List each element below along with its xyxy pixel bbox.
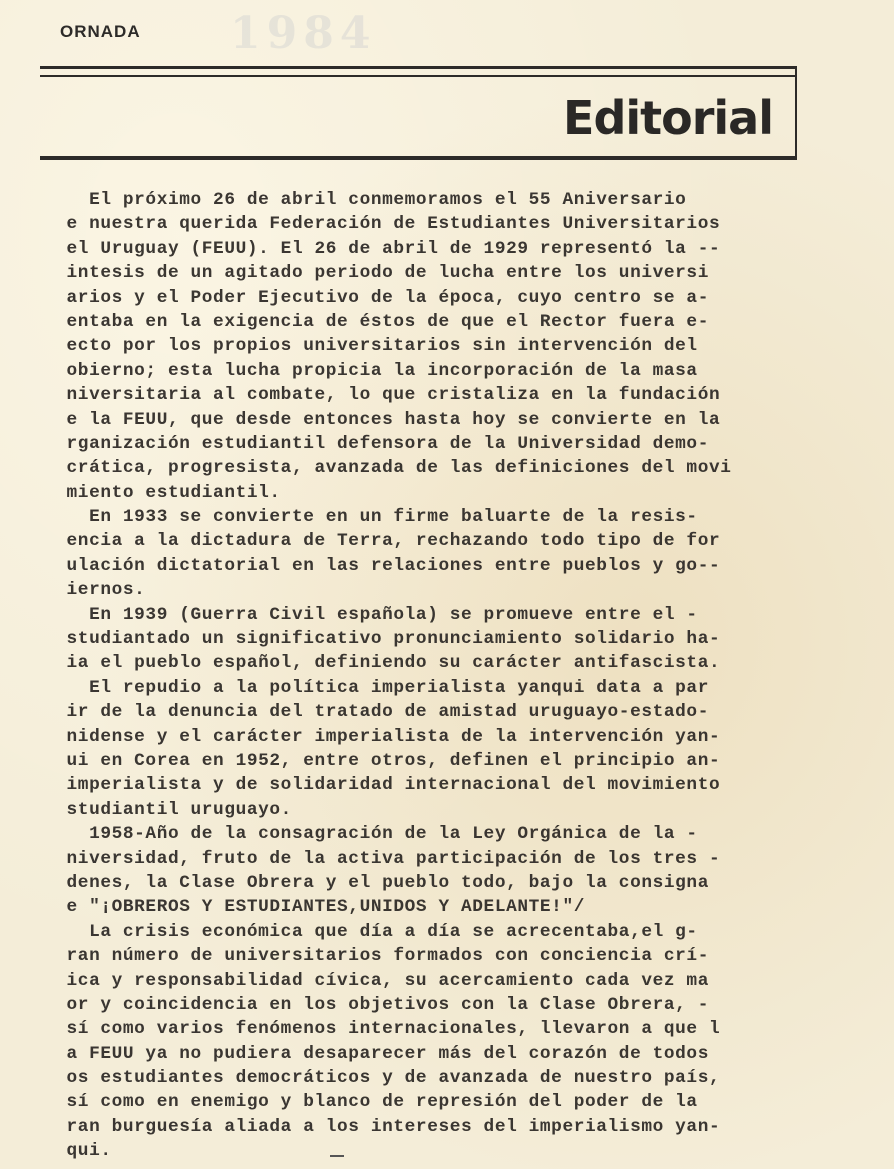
text-line: a FEUU ya no pudiera desaparecer más del corazón de todos	[44, 1043, 709, 1064]
text-line: ecto por los propios universitarios sin intervención del	[44, 336, 698, 357]
text-line: ran burguesía aliada a los intereses del imperialismo yan-	[44, 1116, 721, 1137]
text-line: encia a la dictadura de Terra, rechazando todo tipo de for	[44, 531, 721, 552]
text-line: El próximo 26 de abril conmemoramos el 55 Aniversario	[44, 190, 687, 210]
text-line: e la FEUU, que desde entonces hasta hoy se convierte en la	[44, 409, 721, 430]
text-line: entaba en la exigencia de éstos de que el Rector fuera e-	[44, 311, 709, 332]
text-line: En 1933 se convierte en un firme baluarte de la resis-	[44, 507, 698, 528]
text-line: studiantado un significativo pronunciamiento solidario ha-	[44, 629, 721, 650]
text-line: denes, la Clase Obrera y el pueblo todo, bajo la consigna	[44, 872, 709, 893]
text-line: arios y el Poder Ejecutivo de la época, cuyo centro se a-	[44, 287, 709, 308]
text-line: En 1939 (Guerra Civil española) se promueve entre el -	[44, 604, 698, 625]
text-line: imperialista y de solidaridad internacional del movimiento	[44, 775, 721, 796]
text-line: 1958-Año de la consagración de la Ley Orgánica de la -	[44, 824, 698, 845]
text-line: niversitaria al combate, lo que cristaliza en la fundación	[44, 385, 721, 406]
footer-mark	[330, 1155, 344, 1157]
text-line: ui en Corea en 1952, entre otros, definen el principio an-	[44, 750, 721, 771]
text-line: iernos.	[44, 580, 146, 601]
text-line: ulación dictatorial en las relaciones entre pueblos y go--	[44, 555, 721, 576]
text-line: ir de la denuncia del tratado de amistad uruguayo-estado-	[44, 702, 709, 723]
text-line: os estudiantes democráticos y de avanzada de nuestro país,	[44, 1068, 721, 1089]
page-title: Editorial	[563, 91, 773, 145]
text-line: qui.	[44, 1141, 112, 1162]
faded-background-stamp: 1984	[230, 8, 377, 59]
text-line: El repudio a la política imperialista yanqui data a par	[44, 677, 709, 698]
text-line: niversidad, fruto de la activa participación de los tres -	[44, 848, 721, 869]
text-line: ran número de universitarios formados con conciencia crí-	[44, 946, 709, 967]
text-line: or y coincidencia en los objetivos con la Clase Obrera, -	[44, 994, 709, 1015]
text-line: e nuestra querida Federación de Estudiantes Universitarios	[44, 214, 721, 235]
editorial-body	[44, 188, 824, 1164]
text-line: nidense y el carácter imperialista de la intervención yan-	[44, 726, 721, 747]
text-line: La crisis económica que día a día se acrecentaba,el g-	[44, 921, 698, 942]
text-line: sí como varios fenómenos internacionales, llevaron a que l	[44, 1019, 721, 1040]
text-line: miento estudiantil.	[44, 482, 281, 503]
text-line: ia el pueblo español, definiendo su carácter antifascista.	[44, 653, 721, 674]
text-line: e "¡OBREROS Y ESTUDIANTES,UNIDOS Y ADELANTE!"/	[44, 897, 585, 918]
text-line: ica y responsabilidad cívica, su acercamiento cada vez ma	[44, 970, 709, 991]
text-line: sí como en enemigo y blanco de represión del poder de la	[44, 1092, 698, 1113]
text-line: crática, progresista, avanzada de las definiciones del movi	[44, 458, 732, 479]
text-line: obierno; esta lucha propicia la incorporación de la masa	[44, 360, 698, 381]
text-line: intesis de un agitado periodo de lucha entre los universi	[44, 263, 709, 284]
text-line: el Uruguay (FEUU). El 26 de abril de 1929 representó la --	[44, 238, 721, 259]
text-line: studiantil uruguayo.	[44, 799, 292, 820]
text-line: rganización estudiantil defensora de la Universidad demo-	[44, 433, 709, 454]
masthead-label: ORNADA	[60, 22, 141, 41]
editorial-header-box	[40, 66, 797, 160]
